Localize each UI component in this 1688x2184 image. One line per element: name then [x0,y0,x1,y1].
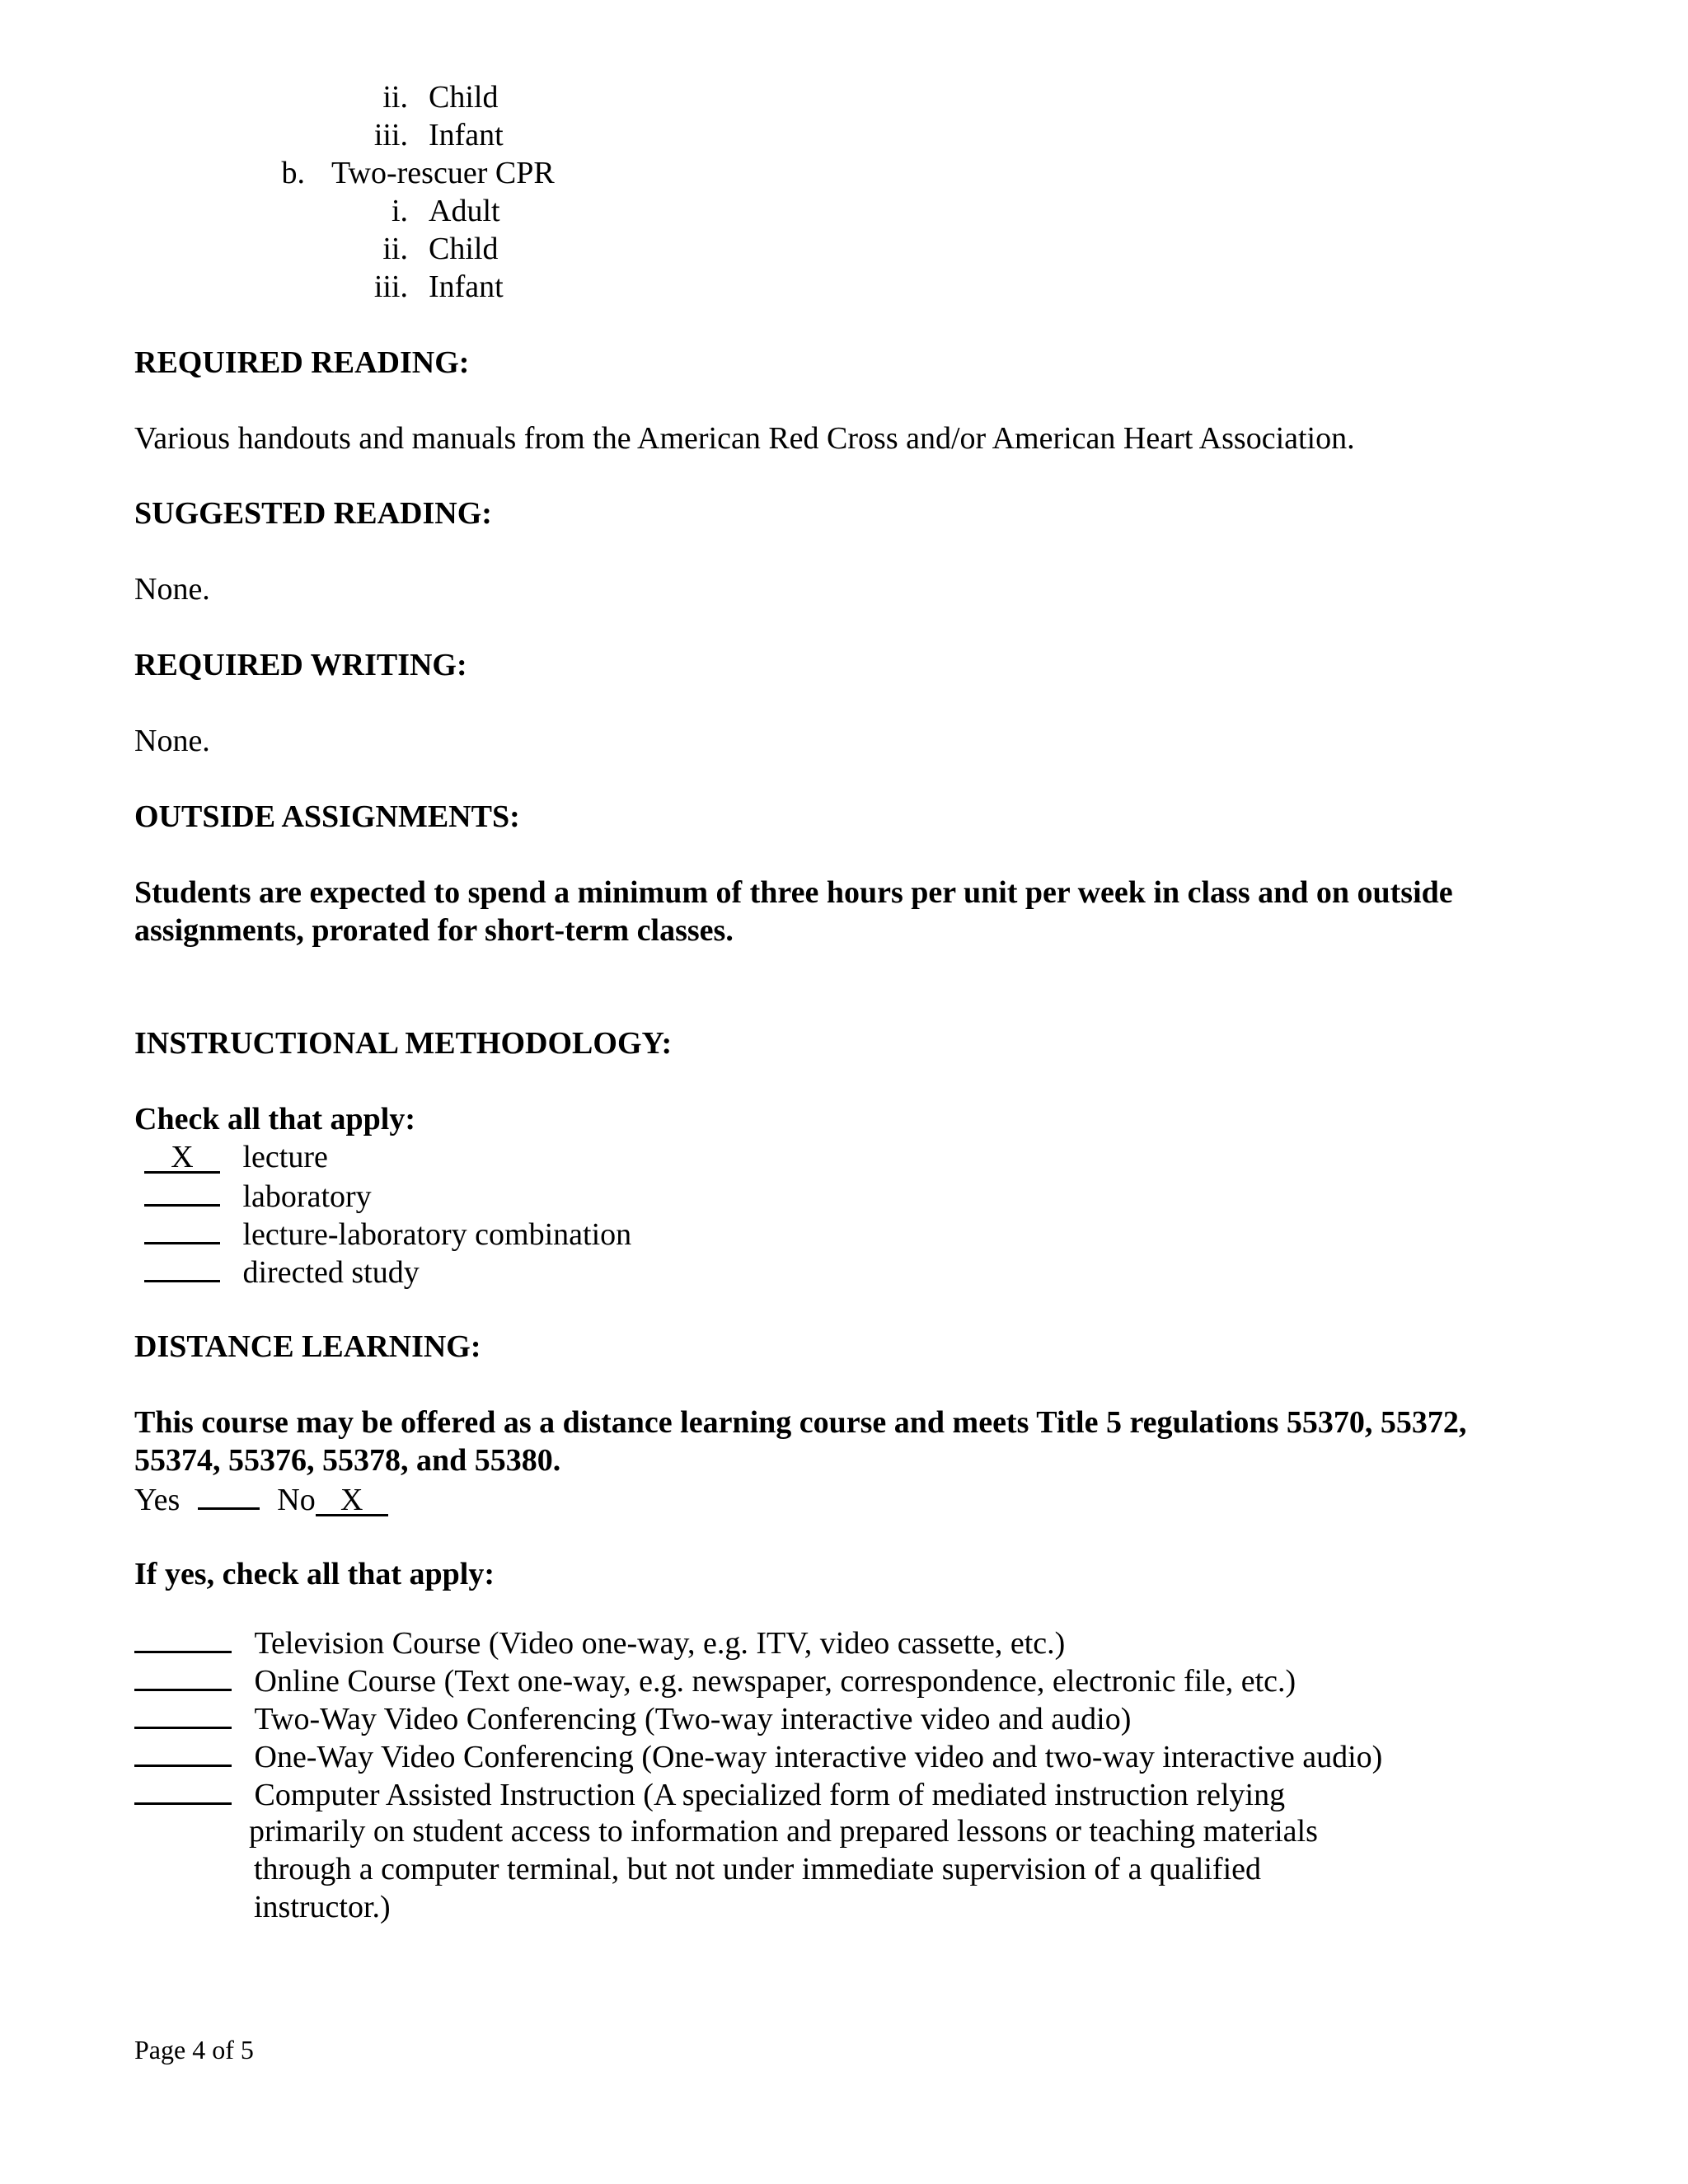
checkbox-blank[interactable] [144,1252,220,1282]
method-option-combination [144,1214,631,1254]
method-option-directed-study [144,1252,420,1291]
required-reading-heading: REQUIRED READING: [134,345,470,380]
checkbox-blank[interactable] [144,1214,220,1244]
yes-label: Yes [134,1483,181,1517]
outline-item: Child [429,232,499,266]
option-label: One-Way Video Conferencing (One-way interactive video and two-way interactive audio) [254,1740,1383,1774]
checkbox-blank[interactable] [134,1736,232,1767]
dl-option-computer-assisted [134,1774,1285,1814]
required-writing-heading: REQUIRED WRITING: [134,648,467,682]
outside-assignments-line: Students are expected to spend a minimum of three hours per unit per week in class and on outside [134,875,1453,910]
method-option-laboratory [144,1176,372,1216]
checkbox-blank[interactable] [134,1774,232,1805]
outline-num: iii. [373,269,408,304]
option-label: Computer Assisted Instruction (A specialized form of mediated instruction relying [254,1778,1286,1812]
option-label: lecture [242,1140,328,1174]
check-all-label: Check all that apply: [134,1102,415,1137]
checkbox-blank[interactable] [134,1623,232,1653]
outside-assignments-line: assignments, prorated for short-term classes. [134,913,734,948]
outline-num: ii. [382,232,408,266]
option-label: laboratory [242,1179,372,1214]
option-label: Television Course (Video one-way, e.g. ITV, video cassette, etc.) [254,1626,1066,1661]
outline-item: Two-rescuer CPR [331,156,555,190]
outside-assignments-heading: OUTSIDE ASSIGNMENTS: [134,799,520,834]
option-label: lecture-laboratory combination [242,1217,632,1252]
cai-continuation-line: primarily on student access to information and prepared lessons or teaching materials [249,1814,1318,1849]
cai-continuation-line: through a computer terminal, but not under immediate supervision of a qualified [254,1852,1262,1886]
option-label: Online Course (Text one-way, e.g. newspaper, correspondence, electronic file, etc.) [254,1664,1296,1699]
outline-item: Infant [429,269,504,304]
dl-option-television [134,1623,1065,1662]
distance-learning-heading: DISTANCE LEARNING: [134,1329,481,1364]
method-option-lecture [144,1138,328,1176]
outline-num: b. [281,156,305,190]
no-blank[interactable]: X [316,1486,388,1516]
outline-num: i. [391,194,408,228]
outline-item: Child [429,80,499,115]
checkbox-blank[interactable] [134,1661,232,1691]
outline-item: Infant [429,118,504,152]
suggested-reading-heading: SUGGESTED READING: [134,496,492,531]
checkbox-blank[interactable] [144,1176,220,1207]
checkbox-blank[interactable]: X [144,1143,220,1174]
dl-option-one-way-video [134,1736,1382,1776]
required-reading-body: Various handouts and manuals from the American Red Cross and/or American Heart Association. [134,421,1355,456]
outline-item: Adult [429,194,500,228]
suggested-reading-body: None. [134,572,210,607]
distance-learning-line: This course may be offered as a distance learning course and meets Title 5 regulations 55370, 55372, [134,1405,1467,1440]
dl-option-online [134,1661,1296,1700]
required-writing-body: None. [134,724,210,758]
outline-num: ii. [382,80,408,115]
cai-continuation-line: instructor.) [254,1890,391,1924]
page-number: Page 4 of 5 [134,2035,254,2064]
outline-num: iii. [373,118,408,152]
if-yes-label: If yes, check all that apply: [134,1557,495,1591]
yes-blank[interactable] [198,1479,260,1510]
option-label: Two-Way Video Conferencing (Two-way interactive video and audio) [254,1702,1132,1736]
option-label: directed study [242,1255,420,1290]
distance-learning-line: 55374, 55376, 55378, and 55380. [134,1443,561,1478]
dl-option-two-way-video [134,1699,1131,1738]
instructional-methodology-heading: INSTRUCTIONAL METHODOLOGY: [134,1026,673,1061]
no-label: No [277,1483,316,1517]
yes-no-row [134,1479,388,1519]
checkbox-blank[interactable] [134,1699,232,1729]
